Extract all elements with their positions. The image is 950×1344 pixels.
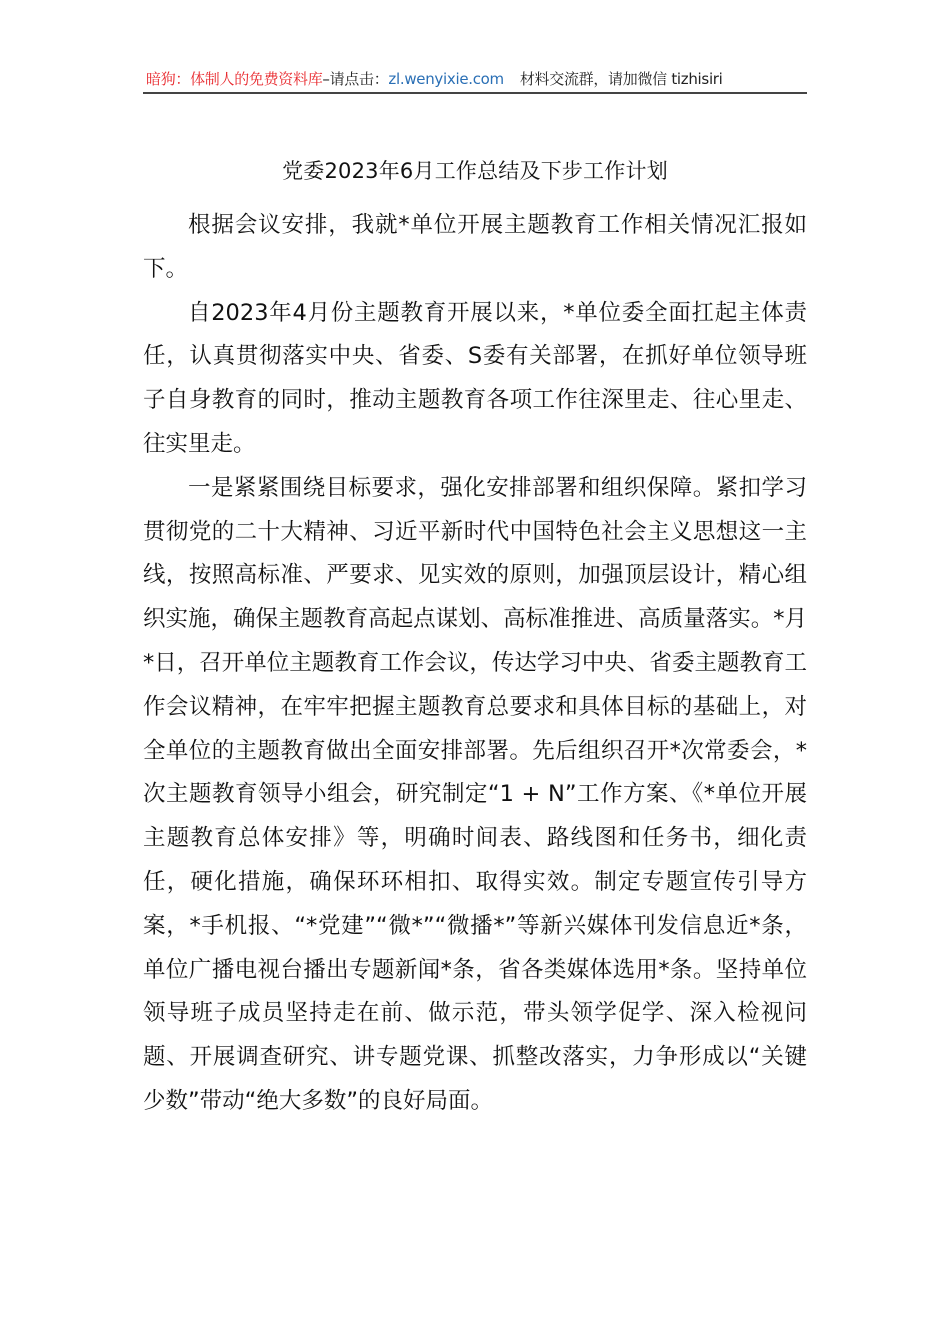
header-brand: 暗狗：体制人的免费资料库 (146, 70, 323, 88)
header-prompt: –请点击： (322, 70, 389, 88)
header-link[interactable]: zl.wenyixie.com (388, 70, 504, 88)
header-divider (143, 92, 807, 94)
header-contact: 材料交流群，请加微信 tizhisiri (519, 70, 723, 88)
paragraph: 根据会议安排，我就*单位开展主题教育工作相关情况汇报如下。 (143, 212, 807, 282)
document-body (143, 204, 807, 1124)
paragraph: 一是紧紧围绕目标要求，强化安排部署和组织保障。紧扣学习贯彻党的二十大精神、习近平新时代中国特色社会主义思想这一主线，按照高标准、严要求、见实效的原则，加强顶层设计，精心组织实施，确保主题教育高起点谋划、高标准推进、高质量落实。*月*日，召开单位主题教育工作会议，传达学习中央、省委主题教育工作会议精神，在牢牢把握主题教育总要求和具体目标的基础上，对全单位的主题教育做出全面安排部署。先后组织召开*次常委会，*次主题教育领导小组会，研究制定“1 + N”工作方案、《*单位开展主题教育总体安排》等，明确时间表、路线图和任务书，细化责任，硬化措施，确保环环相扣、取得实效。制定专题宣传引导方案，*手机报、“*党建”“微*”“微播*”等新兴媒体刊发信息近*条，单位广播电视台播出专题新闻*条，省各类媒体选用*条。坚持单位领导班子成员坚持走在前、做示范，带头领学促学、深入检视问题、开展调查研究、讲专题党课、抓整改落实，力争形成以“关键少数”带动“绝大多数”的良好局面。 (143, 474, 807, 1114)
page-header (146, 68, 806, 92)
paragraph: 自2023年4月份主题教育开展以来，*单位委全面扛起主体责任，认真贯彻落实中央、省委、S委有关部署，在抓好单位领导班子自身教育的同时，推动主题教育各项工作往深里走、往心里走、往实里走。 (143, 299, 807, 457)
document-title: 党委2023年6月工作总结及下步工作计划 (282, 159, 668, 183)
